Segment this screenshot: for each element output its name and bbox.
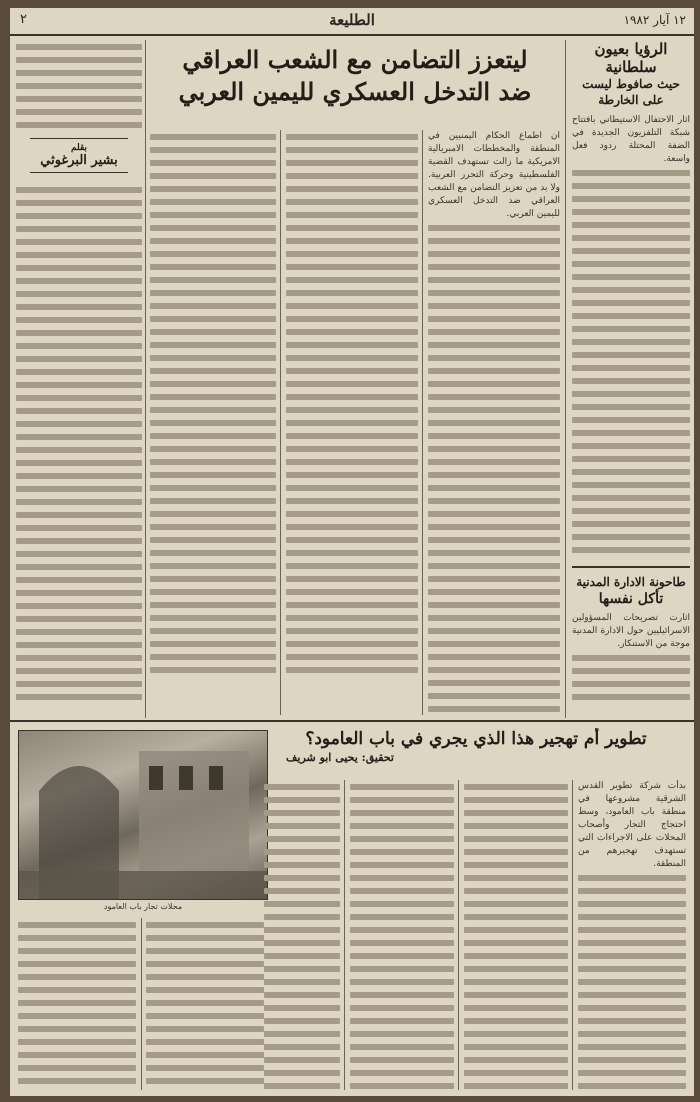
column-rule: [141, 918, 142, 1090]
column-rule: [145, 40, 146, 718]
newspaper-page: [10, 8, 694, 1096]
civil-admin-box: [572, 566, 690, 708]
column-rule: [344, 780, 345, 1090]
bottom-subtitle: تحقيق: يحيى ابو شريف: [286, 751, 394, 764]
main-story-col-1: [428, 130, 560, 715]
column-rule: [565, 40, 566, 718]
civil-admin-lead: اثارت تصريحات المسؤولين الاسرائيليين حول الادارة المدنية موجة من الاستنكار.: [572, 613, 690, 649]
bottom-col-1: [578, 780, 686, 1090]
bottom-headline: [266, 728, 686, 772]
main-story-col-2: [286, 130, 418, 715]
main-headline: [150, 44, 560, 124]
bottom-col-2: [464, 780, 568, 1090]
byline-label: بقلم: [70, 143, 88, 153]
right-story: [572, 40, 690, 560]
main-headline-line-2: ضد التدخل العسكري لليمين العربي: [178, 77, 532, 106]
main-headline-line-1: ليتعزز التضامن مع الشعب العراقي: [182, 45, 528, 74]
civil-admin-headline-2: تأكل نفسها: [598, 591, 664, 607]
right-story-headline-1: الرؤيا بعيون سلطانية: [594, 40, 668, 76]
right-story-lead: اثار الاحتفال الاستيطاني بافتتاح شبكة التلفزيون الجديدة في الضفة المحتلة ردود فعل واسعة.: [572, 115, 690, 164]
bottom-story-lead: بدأت شركة تطوير القدس الشرقية مشروعها في منطقة باب العامود، وسط احتجاج التجار وأصحاب المحلات على الاجراءات التي تستهدف تهجيرهم من المنطقة.: [578, 781, 686, 869]
civil-admin-headline-1: طاحونة الادارة المدنية: [576, 575, 686, 589]
bottom-col-3: [350, 780, 454, 1090]
bottom-headline-text: تطوير أم تهجير هذا الذي يجري في باب العامود؟: [305, 729, 647, 749]
byline-name: بشير البرغوثي: [40, 153, 118, 168]
bottom-col-6: [146, 918, 264, 1090]
photo-caption-box: [18, 900, 268, 914]
paper-name: الطليعة: [329, 11, 375, 29]
photo-illustration: [19, 731, 267, 899]
column-rule: [280, 130, 281, 715]
main-story-col-4: [16, 40, 142, 715]
issue-date: ١٢ آيار ١٩٨٢: [623, 13, 686, 27]
bottom-col-5: [18, 918, 136, 1090]
byline-box: [30, 138, 128, 173]
section-divider: [10, 720, 694, 722]
column-rule: [458, 780, 459, 1090]
masthead: [10, 8, 694, 36]
right-story-headline-2: حيث صافوط ليست على الخارطة: [582, 77, 680, 107]
photo-caption: محلات تجار باب العامود: [103, 902, 183, 911]
main-story-lead: ان اطماع الحكام اليمنيين في المنطقة والمخططات الامبريالية الامريكية ما زالت تستهدف القضية الفلسطينية وحركة التحرر العربية. ولا بد من تعزيز التضامن مع الشعب العراقي ضد التدخل العسكري لليمين العربي.: [428, 131, 560, 219]
page-number: ٢: [20, 12, 27, 27]
bottom-col-4: [264, 780, 340, 1090]
column-rule: [572, 780, 573, 1090]
column-rule: [422, 130, 423, 715]
bab-al-amud-photo: [18, 730, 268, 900]
main-story-col-3: [150, 130, 276, 715]
